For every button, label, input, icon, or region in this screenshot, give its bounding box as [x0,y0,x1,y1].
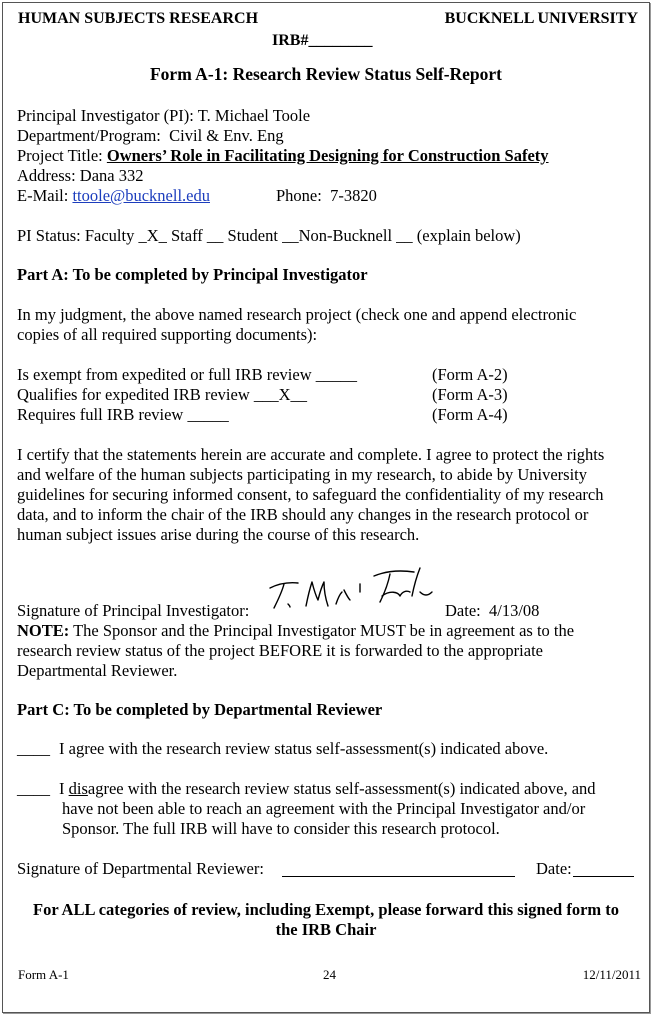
disagree-line-2: have not been able to reach an agreement with the Principal Investigator and/or [62,799,586,818]
option-exempt-label: Is exempt from expedited or full IRB review _____ [17,365,357,384]
email-line [17,186,210,206]
certify-line-5: human subject issues arise during the course of this research. [17,525,420,544]
option-full-form: (Form A-4) [432,405,508,424]
pi-date-value: 4/13/08 [488,601,540,620]
project-title-line [17,146,549,166]
phone-value: 7-3820 [330,186,377,205]
reviewer-signature-label: Signature of Departmental Reviewer: [17,859,264,878]
certify-line-4: data, and to inform the chair of the IRB should any changes in the research protocol or [17,505,589,524]
agree-text: I agree with the research review status self-assessment(s) indicated above. [59,739,549,758]
pi-signature-image [264,562,444,614]
note-text-1: The Sponsor and the Principal Investigator MUST be in agreement as to the [69,621,575,640]
note-line-2: research review status of the project BEFORE it is forwarded to the appropriate [17,641,543,660]
department-label: Department/Program: [17,126,161,145]
phone-line [276,186,377,206]
phone-label: Phone: [276,186,322,205]
option-exempt-form: (Form A-2) [432,365,508,384]
note-label: NOTE: [17,621,70,640]
pi-date-label: Date: [445,601,481,620]
address-line [17,166,144,186]
part-c-heading: Part C: To be completed by Departmental Reviewer [17,700,383,719]
address-value: Dana 332 [79,166,144,185]
forward-note-line-1: For ALL categories of review, including Exempt, please forward this signed form to [32,900,620,919]
disagree-line-1 [59,779,596,799]
note-line-1 [17,621,574,641]
disagree-underlined: dis [68,779,88,798]
form-title: Form A-1: Research Review Status Self-Report [149,64,503,84]
email-link[interactable]: ttoole@bucknell.edu [72,186,210,205]
certify-line-3: guidelines for securing informed consent, to safeguard the confidentiality of my research [17,485,604,504]
email-label: E-Mail: [17,186,69,205]
footer-form-id: Form A-1 [18,967,69,982]
disagree-line-3: Sponsor. The full IRB will have to consider this research protocol. [62,819,500,838]
agree-blank[interactable]: ____ [17,739,50,758]
project-title-label: Project Title: [17,146,103,165]
note-line-3: Departmental Reviewer. [17,661,178,680]
disagree-pre: I [59,779,69,798]
department-line [17,126,284,146]
reviewer-date-label: Date: [536,859,572,878]
irb-number-label: IRB#________ [272,32,373,49]
option-expedited-form: (Form A-3) [432,385,508,404]
header-right: BUCKNELL UNIVERSITY [444,10,638,27]
part-a-heading: Part A: To be completed by Principal Investigator [17,265,368,284]
footer-page-number: 24 [323,967,336,982]
part-a-intro-1: In my judgment, the above named research project (check one and append electronic [17,305,577,324]
pi-label: Principal Investigator (PI): [17,106,194,125]
option-full-label: Requires full IRB review _____ [17,405,229,424]
reviewer-signature-field[interactable] [282,876,515,877]
header-left: HUMAN SUBJECTS RESEARCH [18,10,259,27]
address-label: Address: [17,166,76,185]
reviewer-date-field[interactable] [573,876,634,877]
certify-line-2: and welfare of the human subjects participating in my research, to abide by University [17,465,587,484]
footer-date: 12/11/2011 [582,967,641,982]
part-a-intro-2: copies of all required supporting documents): [17,325,318,344]
pi-status-line: PI Status: Faculty _X_ Staff __ Student __Non-Bucknell __ (explain below) [17,226,521,245]
pi-signature-label: Signature of Principal Investigator: [17,601,250,620]
forward-note-line-2: the IRB Chair [275,920,377,939]
pi-line [17,106,310,126]
department-value: Civil & Env. Eng [169,126,284,145]
pi-value: T. Michael Toole [197,106,311,125]
disagree-blank[interactable]: ____ [17,779,50,798]
project-title-value: Owners’ Role in Facilitating Designing for Construction Safety [106,146,549,165]
option-expedited-label: Qualifies for expedited IRB review ___X__ [17,385,308,404]
disagree-post: agree with the research review status self-assessment(s) indicated above, and [87,779,596,798]
pi-date [445,601,539,621]
certify-line-1: I certify that the statements herein are accurate and complete. I agree to protect the rights [17,445,605,464]
